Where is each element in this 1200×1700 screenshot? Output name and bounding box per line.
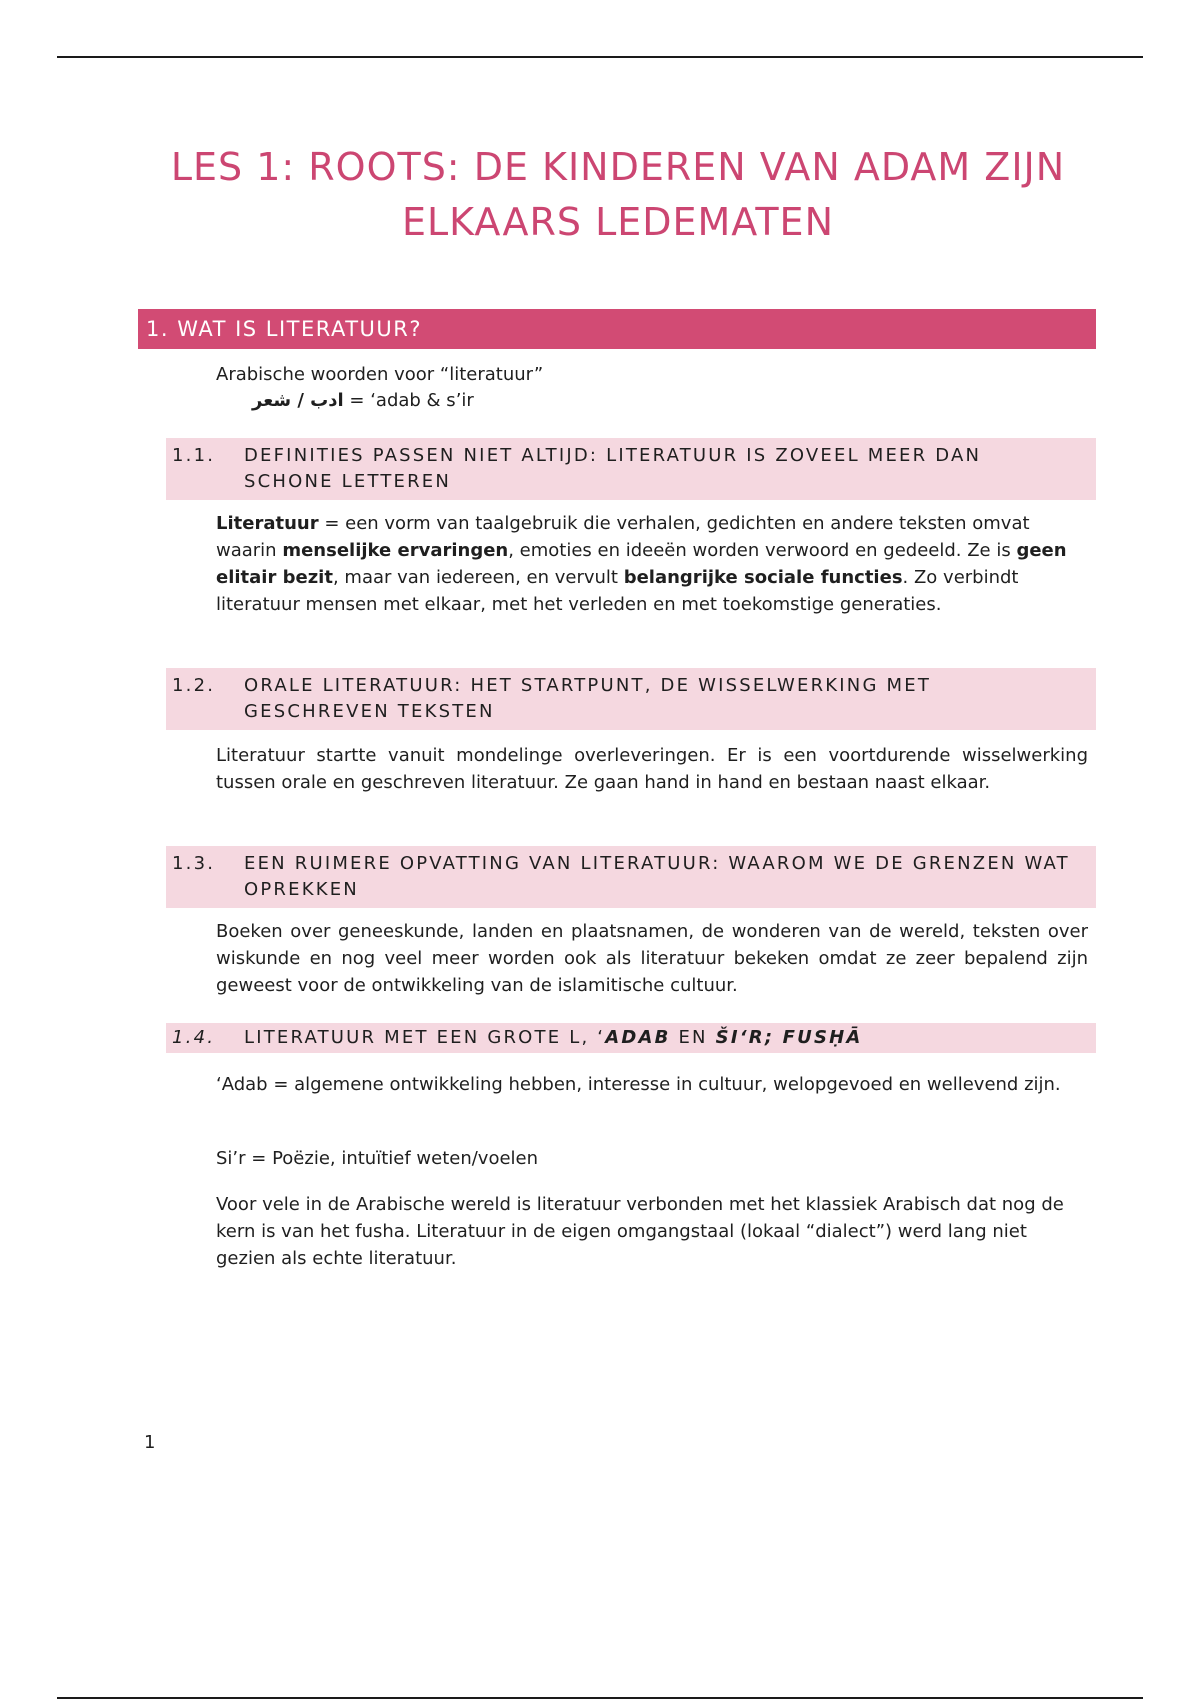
title-term: ADAB [605,1027,671,1048]
paragraph-text: = een vorm van taalgebruik die verhalen, gedichten en andere teksten omvat waarin [216,513,1030,561]
arabic-term-line [216,388,543,414]
subsection-number: 1.3. [172,853,216,874]
paragraph-1-4-fusha: Voor vele in de Arabische wereld is literatuur verbonden met het klassiek Arabisch dat nog de kern is van het fusha. Literatuur in de eigen omgangstaal (lokaal “dialect”) werd lang niet gezien als echte literatuur. [216,1194,1064,1269]
paragraph-text: , maar van iedereen, en vervult [332,567,624,588]
section-heading-1: 1. WAT IS LITERATUUR? [138,309,1096,349]
top-rule [57,56,1143,58]
paragraph-1-3: Boeken over geneeskunde, landen en plaatsnamen, de wonderen van de wereld, teksten over wiskunde en nog veel meer worden ook als literatuur bekeken omdat ze zeer bepalend zijn geweest voor de ontwikkeling van de islamitische cultuur. [216,921,1088,996]
transliteration: = ‘adab & s’ir [343,390,474,411]
paragraph-text: . Zo verbindt literatuur mensen met elkaar, met het verleden en met toekomstige generaties. [216,567,1019,615]
subsection-title: DEFINITIES PASSEN NIET ALTIJD: LITERATUUR IS ZOVEEL MEER DAN SCHONE LETTEREN [244,445,982,492]
subsection-number: 1.1. [172,445,216,466]
subsection-heading-1-4 [166,1023,1096,1053]
paragraph-1-1 [216,510,1088,618]
bold-term: Literatuur [216,513,319,534]
bold-term: geen elitair bezit [216,540,1067,588]
title-part: EN [670,1027,716,1048]
subsection-heading-1-2 [166,668,1096,730]
subsection-title: ORALE LITERATUUR: HET STARTPUNT, DE WISSELWERKING MET GESCHREVEN TEKSTEN [244,675,932,722]
subsection-title [244,1025,1096,1051]
bottom-rule [57,1697,1143,1699]
intro-block [216,362,543,414]
subsection-number: 1.2. [172,675,216,696]
paragraph-1-4-sir: Si’r = Poëzie, intuïtief weten/voelen [216,1148,539,1169]
paragraph-1-2: Literatuur startte vanuit mondelinge overleveringen. Er is een voortdurende wisselwerking tussen orale en geschreven literatuur. Ze gaan hand in hand en bestaan naast elkaar. [216,745,1088,793]
title-term: ŠI‘R; FUSḤĀ [715,1027,863,1048]
bold-term: belangrijke sociale functies [623,567,903,588]
bold-term: menselijke ervaringen [282,540,509,561]
intro-line: Arabische woorden voor “literatuur” [216,364,544,385]
arabic-terms: ادب / شعر [252,390,344,411]
title-part: LITERATUUR MET EEN GROTE L, ‘ [244,1027,606,1048]
page-number: 1 [144,1432,156,1453]
paragraph-1-4-adab: ‘Adab = algemene ontwikkeling hebben, interesse in cultuur, welopgevoed en wellevend zijn. [216,1074,1061,1095]
subsection-number: 1.4. [172,1027,216,1048]
subsection-title: EEN RUIMERE OPVATTING VAN LITERATUUR: WAAROM WE DE GRENZEN WAT OPREKKEN [244,853,1070,900]
subsection-heading-1-1 [166,438,1096,500]
document-title: LES 1: ROOTS: DE KINDEREN VAN ADAM ZIJN ELKAARS LEDEMATEN [170,145,1066,244]
subsection-heading-1-3 [166,846,1096,908]
paragraph-text: , emoties en ideeën worden verwoord en gedeeld. Ze is [508,540,1017,561]
